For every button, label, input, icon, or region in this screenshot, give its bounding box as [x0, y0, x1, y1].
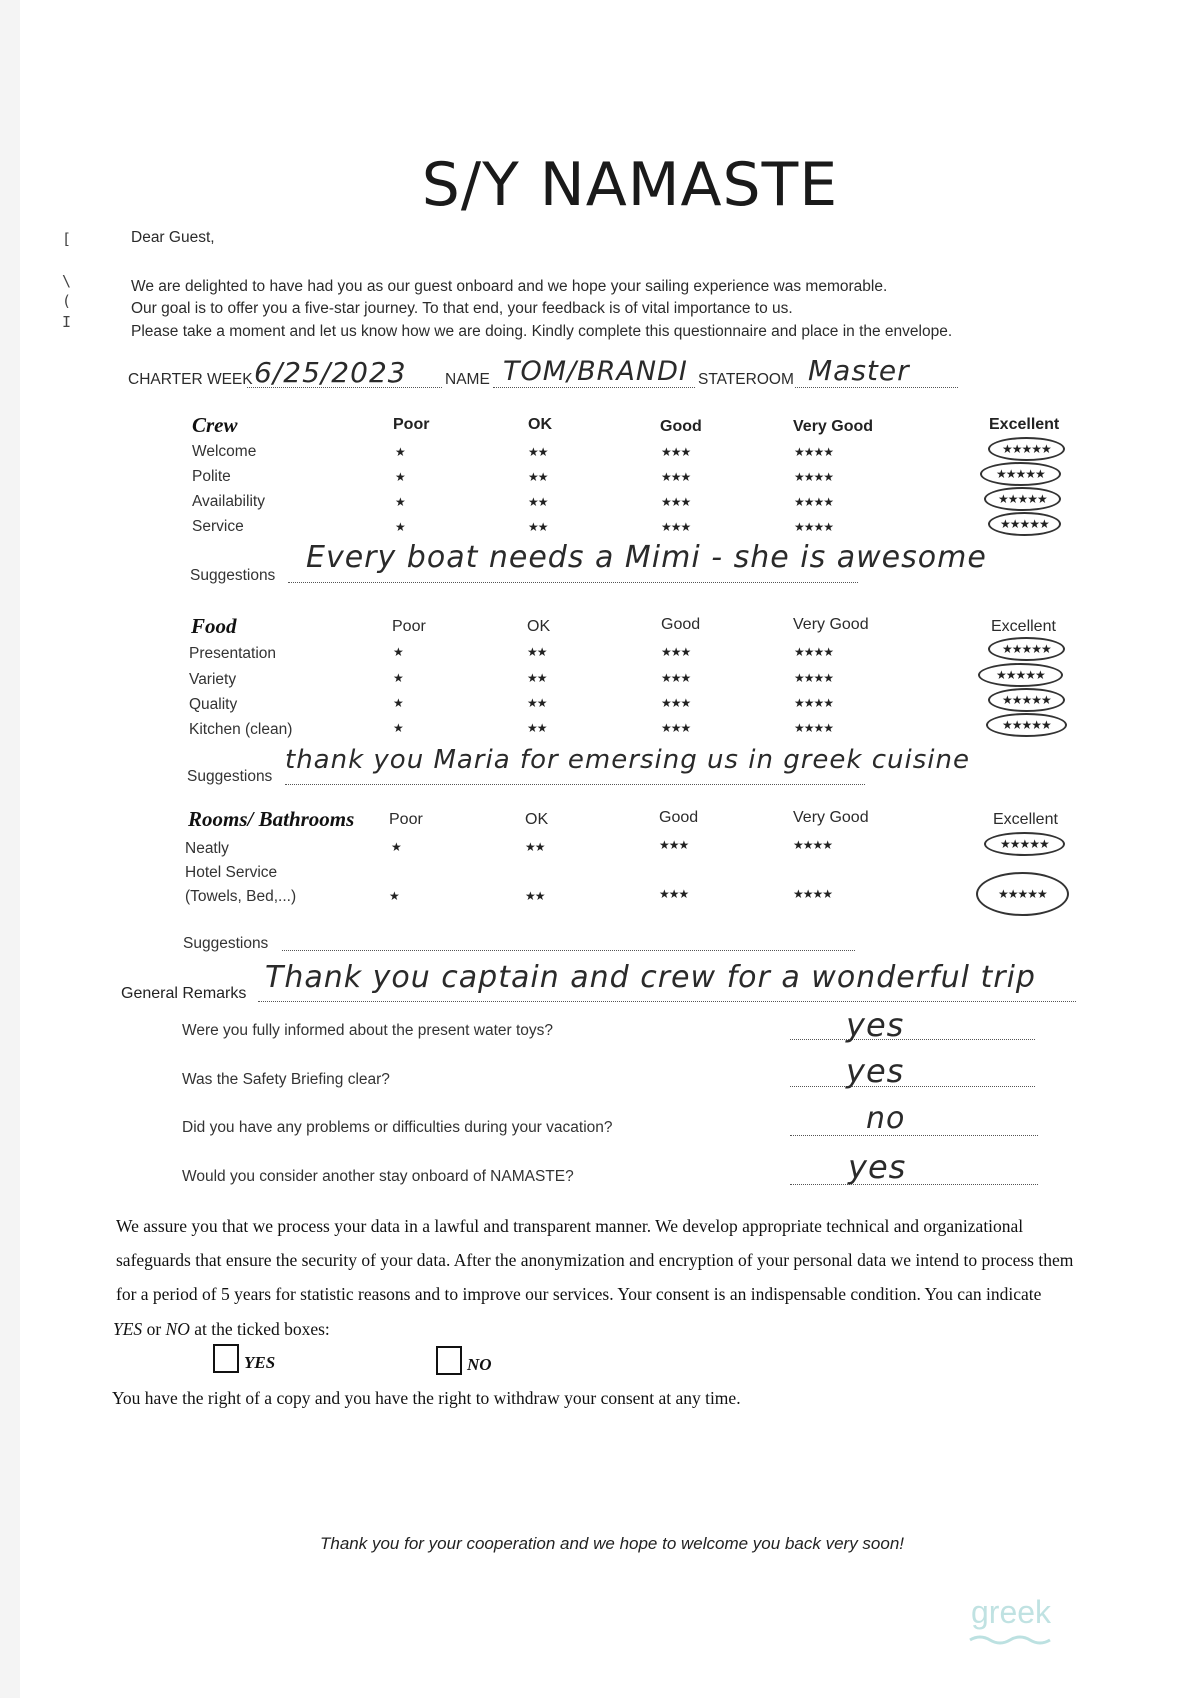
rating-good[interactable]: ★★★ — [661, 495, 691, 509]
food-suggestions-label: Suggestions — [187, 768, 273, 785]
crew-item-service: Service — [192, 518, 244, 535]
rating-excellent-selected[interactable]: ★★★★★ — [980, 462, 1061, 486]
margin-mark: [ — [62, 230, 72, 248]
question-problems: Did you have any problems or difficulties during your vacation? — [182, 1119, 613, 1136]
food-suggestions-line — [285, 783, 865, 785]
stateroom-label: STATEROOM — [698, 371, 794, 388]
page-title: S/Y NAMASTE — [421, 150, 839, 220]
rating-very-good[interactable]: ★★★★ — [794, 445, 834, 459]
consent-no-label: NO — [467, 1355, 492, 1374]
rating-header-ok: OK — [527, 618, 551, 635]
consent-no-word: NO — [165, 1319, 190, 1339]
answer-line — [790, 1038, 1035, 1040]
rating-header-poor: Poor — [393, 416, 430, 433]
rating-poor[interactable]: ★ — [389, 889, 399, 903]
rating-very-good[interactable]: ★★★★ — [793, 887, 833, 901]
rating-ok[interactable]: ★★ — [528, 445, 548, 459]
rating-header-ok: OK — [528, 416, 552, 433]
rooms-item-towels-bed: (Towels, Bed,...) — [185, 888, 297, 905]
rating-good[interactable]: ★★★ — [659, 838, 689, 852]
rating-very-good[interactable]: ★★★★ — [794, 671, 834, 685]
food-item-presentation: Presentation — [189, 645, 277, 662]
question-another-stay: Would you consider another stay onboard of NAMASTE? — [182, 1168, 574, 1185]
privacy-rights: You have the right of a copy and you have the right to withdraw your consent at any time. — [112, 1388, 741, 1408]
crew-suggestions-value[interactable]: Every boat needs a Mimi - she is awesome — [306, 540, 987, 575]
section-title-rooms: Rooms/ Bathrooms — [188, 807, 355, 831]
rating-excellent-selected[interactable]: ★★★★★ — [988, 512, 1061, 536]
answer-water-toys[interactable]: yes — [846, 1006, 905, 1044]
section-title-food: Food — [191, 614, 237, 638]
stateroom-value[interactable]: Master — [808, 354, 910, 387]
rating-poor[interactable]: ★ — [393, 696, 403, 710]
consent-or-word: or — [146, 1319, 162, 1339]
rating-ok[interactable]: ★★ — [527, 696, 547, 710]
rating-header-good: Good — [660, 418, 702, 435]
answer-line — [790, 1183, 1038, 1185]
rating-excellent-selected[interactable]: ★★★★★ — [988, 637, 1065, 661]
question-water-toys: Were you fully informed about the present water toys? — [182, 1022, 554, 1039]
rating-excellent-selected[interactable]: ★★★★★ — [984, 487, 1061, 511]
rating-good[interactable]: ★★★ — [661, 520, 691, 534]
privacy-line: safeguards that ensure the security of your data. After the anonymization and encryption of your personal data we intend to process them — [116, 1250, 1074, 1270]
rating-very-good[interactable]: ★★★★ — [794, 520, 834, 534]
crew-item-welcome: Welcome — [192, 443, 257, 460]
rating-poor[interactable]: ★ — [393, 671, 403, 685]
rating-good[interactable]: ★★★ — [661, 445, 691, 459]
crew-item-availability: Availability — [192, 493, 265, 510]
rating-poor[interactable]: ★ — [393, 721, 403, 735]
margin-mark: I — [62, 313, 72, 331]
rating-ok[interactable]: ★★ — [525, 840, 545, 854]
rating-good[interactable]: ★★★ — [661, 696, 691, 710]
food-item-quality: Quality — [189, 696, 238, 713]
margin-mark: ( — [62, 292, 72, 310]
privacy-line: We assure you that we process your data in a lawful and transparent manner. We develop appropriate technical and organizational — [116, 1216, 1024, 1236]
rooms-item-neatly: Neatly — [185, 840, 229, 857]
rating-header-good: Good — [659, 809, 699, 826]
crew-item-polite: Polite — [192, 468, 231, 485]
consent-no-checkbox[interactable] — [436, 1346, 462, 1375]
food-item-variety: Variety — [189, 671, 237, 688]
rooms-item-hotel-service: Hotel Service — [185, 864, 278, 881]
rating-ok[interactable]: ★★ — [525, 889, 545, 903]
consent-last-line: at the ticked boxes: — [194, 1319, 330, 1339]
rating-good[interactable]: ★★★ — [661, 470, 691, 484]
rating-very-good[interactable]: ★★★★ — [794, 721, 834, 735]
name-label: NAME — [445, 371, 490, 388]
rating-ok[interactable]: ★★ — [528, 470, 548, 484]
rating-good[interactable]: ★★★ — [661, 721, 691, 735]
section-title-crew: Crew — [192, 413, 238, 437]
rating-header-excellent: Excellent — [991, 618, 1056, 635]
general-remarks-label: General Remarks — [121, 985, 247, 1002]
rating-header-very-good: Very Good — [793, 809, 869, 826]
food-suggestions-value[interactable]: thank you Maria for emersing us in greek cuisine — [285, 745, 970, 775]
greeting: Dear Guest, — [131, 229, 215, 246]
consent-yes-checkbox[interactable] — [213, 1344, 239, 1373]
rating-header-ok: OK — [525, 811, 549, 828]
rating-good[interactable]: ★★★ — [661, 645, 691, 659]
general-remarks-value[interactable]: Thank you captain and crew for a wonderful trip — [265, 960, 1036, 995]
rating-excellent-selected[interactable]: ★★★★★ — [978, 663, 1063, 687]
rating-good[interactable]: ★★★ — [661, 671, 691, 685]
watermark-logo: greek — [971, 1594, 1052, 1630]
question-safety-briefing: Was the Safety Briefing clear? — [182, 1071, 390, 1088]
consent-yes-label: YES — [244, 1353, 276, 1372]
answer-problems[interactable]: no — [866, 1101, 906, 1136]
rooms-suggestions-label: Suggestions — [183, 935, 269, 952]
rating-excellent-selected[interactable]: ★★★★★ — [976, 872, 1069, 916]
consent-yes-word: YES — [113, 1319, 143, 1339]
rating-header-poor: Poor — [389, 811, 423, 828]
crew-suggestions-label: Suggestions — [190, 567, 276, 584]
closing-message: Thank you for your cooperation and we hope to welcome you back very soon! — [320, 1534, 905, 1553]
rating-header-excellent: Excellent — [989, 416, 1060, 433]
rating-header-very-good: Very Good — [793, 418, 874, 435]
rating-header-very-good: Very Good — [793, 616, 869, 633]
food-item-kitchen: Kitchen (clean) — [189, 721, 293, 738]
rating-header-poor: Poor — [392, 618, 426, 635]
rating-very-good[interactable]: ★★★★ — [793, 838, 833, 852]
watermark-wave-icon — [968, 1633, 1058, 1647]
rating-poor[interactable]: ★ — [393, 645, 403, 659]
name-value[interactable]: TOM/BRANDI — [503, 356, 688, 387]
rating-ok[interactable]: ★★ — [528, 520, 548, 534]
rating-very-good[interactable]: ★★★★ — [794, 495, 834, 509]
privacy-consent-line — [113, 1319, 330, 1340]
privacy-line: for a period of 5 years for statistic reasons and to improve our services. Your consent is an indispensable condition. You can indicate — [116, 1284, 1042, 1304]
answer-line — [790, 1085, 1035, 1087]
charter-week-label: CHARTER WEEK — [128, 371, 253, 388]
rating-excellent-selected[interactable]: ★★★★★ — [984, 832, 1065, 856]
rating-very-good[interactable]: ★★★★ — [794, 645, 834, 659]
rating-ok[interactable]: ★★ — [527, 721, 547, 735]
rating-poor[interactable]: ★ — [395, 495, 405, 509]
rating-poor[interactable]: ★ — [391, 840, 401, 854]
margin-mark: \ — [62, 272, 72, 290]
rating-good[interactable]: ★★★ — [659, 887, 689, 901]
rating-ok[interactable]: ★★ — [527, 671, 547, 685]
rating-very-good[interactable]: ★★★★ — [794, 696, 834, 710]
rating-header-excellent: Excellent — [993, 811, 1058, 828]
rating-excellent-selected[interactable]: ★★★★★ — [988, 688, 1065, 712]
general-remarks-line — [258, 1000, 1076, 1002]
rating-excellent-selected[interactable]: ★★★★★ — [988, 437, 1065, 461]
intro-line: Our goal is to offer you a five-star journey. To that end, your feedback is of vital importance to us. — [131, 300, 793, 317]
intro-line: Please take a moment and let us know how we are doing. Kindly complete this questionnaire and place in the envelope. — [131, 323, 953, 340]
rating-header-good: Good — [661, 616, 701, 633]
rating-poor[interactable]: ★ — [395, 520, 405, 534]
rating-excellent-selected[interactable]: ★★★★★ — [986, 713, 1067, 737]
rating-very-good[interactable]: ★★★★ — [794, 470, 834, 484]
answer-safety-briefing[interactable]: yes — [846, 1052, 905, 1090]
rooms-suggestions-line — [282, 949, 855, 951]
rating-poor[interactable]: ★ — [395, 445, 405, 459]
rating-ok[interactable]: ★★ — [527, 645, 547, 659]
answer-line — [790, 1134, 1038, 1136]
crew-suggestions-line — [288, 581, 858, 583]
intro-line: We are delighted to have had you as our guest onboard and we hope your sailing experience was memorable. — [131, 278, 888, 295]
rating-ok[interactable]: ★★ — [528, 495, 548, 509]
charter-week-value[interactable]: 6/25/2023 — [254, 356, 407, 389]
answer-another-stay[interactable]: yes — [848, 1148, 907, 1186]
rating-poor[interactable]: ★ — [395, 470, 405, 484]
